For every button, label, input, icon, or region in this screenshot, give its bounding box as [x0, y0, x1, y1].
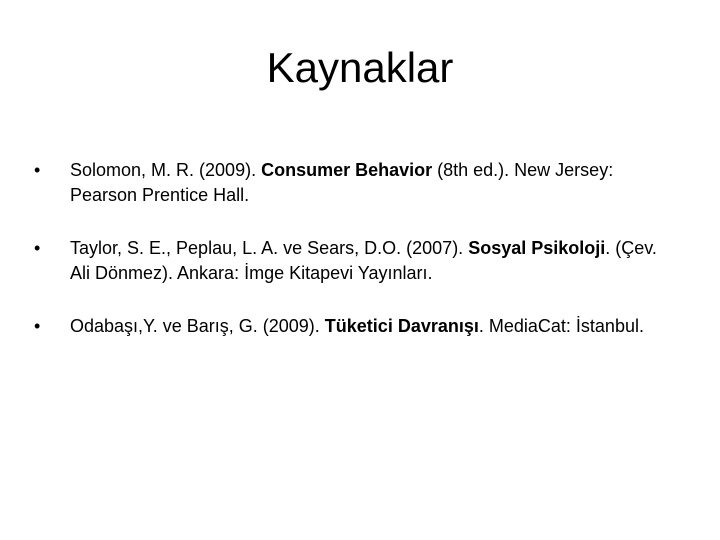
reference-text-after: (8th ed.). New Jersey: Pearson Prentice Hall.: [70, 160, 614, 205]
reference-title: Sosyal Psikoloji: [468, 238, 606, 258]
reference-item: [34, 158, 674, 208]
bullet-icon: •: [34, 238, 41, 258]
reference-list: [34, 158, 674, 367]
reference-title: Consumer Behavior: [261, 160, 433, 180]
reference-text-before: Solomon, M. R. (2009).: [70, 160, 262, 180]
bullet-icon: •: [34, 316, 41, 336]
slide-title: Kaynaklar: [266, 44, 454, 91]
reference-title: Tüketici Davranışı: [324, 316, 479, 336]
reference-text-after: . (Çev. Ali Dönmez). Ankara: İmge Kitapevi Yayınları.: [70, 238, 657, 283]
reference-text-before: Odabaşı,Y. ve Barış, G. (2009).: [70, 316, 325, 336]
reference-item: [34, 314, 674, 339]
reference-item: [34, 236, 674, 286]
reference-text-after: . MediaCat: İstanbul.: [478, 316, 644, 336]
reference-text-before: Taylor, S. E., Peplau, L. A. ve Sears, D.O. (2007).: [70, 238, 469, 258]
bullet-icon: •: [34, 160, 41, 180]
